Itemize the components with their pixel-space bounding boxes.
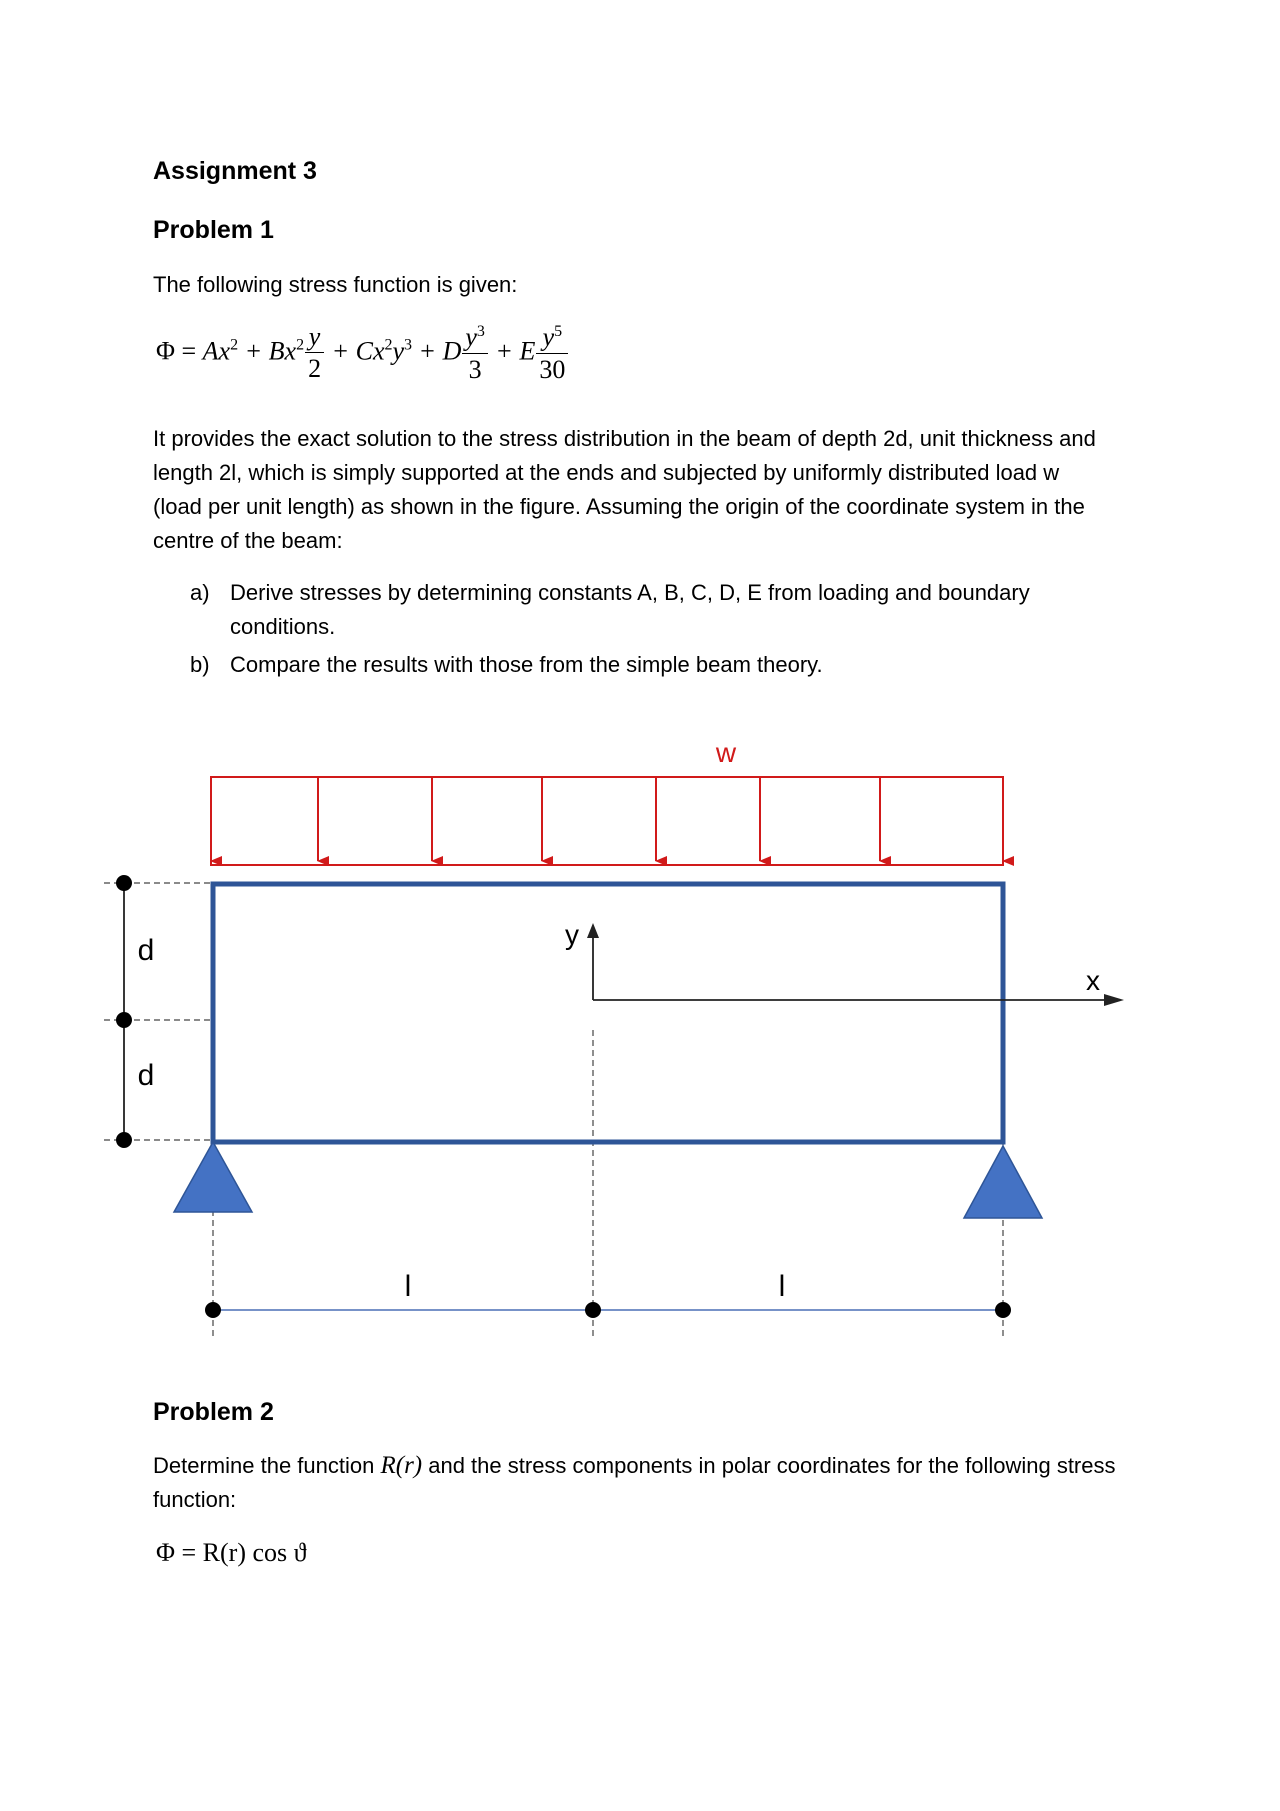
formula-term-e: + E bbox=[495, 336, 536, 366]
frac2-num: y bbox=[465, 322, 477, 352]
length-label-left: l bbox=[404, 1270, 412, 1303]
formula-lhs: Φ = bbox=[156, 336, 203, 366]
problem1-task-list bbox=[190, 576, 1120, 682]
problem2-heading: Problem 2 bbox=[153, 1398, 274, 1426]
x-axis-label: x bbox=[1086, 965, 1100, 996]
task-a-text: Derive stresses by determining constants A, B, C, D, E from loading and boundary conditions. bbox=[230, 580, 1030, 639]
beam bbox=[213, 884, 1003, 1142]
coordinate-axes bbox=[587, 923, 1124, 1006]
y-axis-label: y bbox=[565, 919, 579, 950]
depth-dimension bbox=[116, 875, 132, 1148]
depth-label-upper: d bbox=[137, 934, 155, 967]
formula-term-c-y: y bbox=[392, 336, 405, 366]
frac2-den: 3 bbox=[468, 354, 482, 384]
depth-label-lower: d bbox=[137, 1059, 155, 1092]
length-dimension bbox=[205, 1302, 1011, 1318]
left-support bbox=[174, 1142, 252, 1212]
beam-figure bbox=[0, 720, 1280, 1360]
problem2-formula: Φ = R(r) cos ϑ bbox=[156, 1538, 307, 1567]
problem2-text-before: Determine the function bbox=[153, 1453, 381, 1478]
problem2-text bbox=[153, 1449, 1143, 1517]
problem1-intro: The following stress function is given: bbox=[153, 272, 518, 297]
load-label: w bbox=[715, 737, 737, 768]
distributed-load bbox=[211, 777, 1003, 865]
dimension-guides bbox=[104, 883, 1003, 1340]
frac1-num: y bbox=[305, 324, 324, 353]
formula-term-c: + Cx bbox=[331, 336, 385, 366]
frac3-den: 30 bbox=[539, 354, 566, 384]
task-b bbox=[190, 648, 1120, 682]
stress-function-formula: $\Phi = Ax^2 + Bx^2$ $\frac{y}{2}$ + $Cx^2y^3 + D$ $\frac{y^3}{3}$ + E $\frac{y^5}{30}$ bbox=[156, 324, 569, 383]
problem1-heading: Problem 1 bbox=[153, 216, 274, 244]
formula-term-d: + D bbox=[418, 336, 462, 366]
task-b-text: Compare the results with those from the simple beam theory. bbox=[230, 652, 823, 677]
frac3-num: y bbox=[542, 322, 555, 352]
problem2-func: R(r) bbox=[380, 1452, 423, 1479]
formula-term-a: Ax bbox=[202, 336, 231, 366]
length-label-right: l bbox=[778, 1270, 786, 1303]
problem2-text-after: and the stress components in polar coordinates for the following stress function: bbox=[153, 1453, 1116, 1512]
task-b-label: b) bbox=[190, 652, 210, 677]
problem1-paragraph: It provides the exact solution to the stress distribution in the beam of depth 2d, unit thickness and length 2l, which is simply supported at the ends and subjected by uniformly distributed load w (load per unit length) as shown in the figure. Assuming the origin of the coordinate system in the centre of the beam: bbox=[153, 426, 1096, 553]
formula-term-b: + Bx bbox=[244, 336, 297, 366]
frac1-den: 2 bbox=[308, 354, 322, 384]
assignment-title: Assignment 3 bbox=[153, 157, 317, 185]
right-support bbox=[964, 1146, 1042, 1218]
task-a-label: a) bbox=[190, 580, 210, 605]
task-a bbox=[190, 576, 1120, 644]
